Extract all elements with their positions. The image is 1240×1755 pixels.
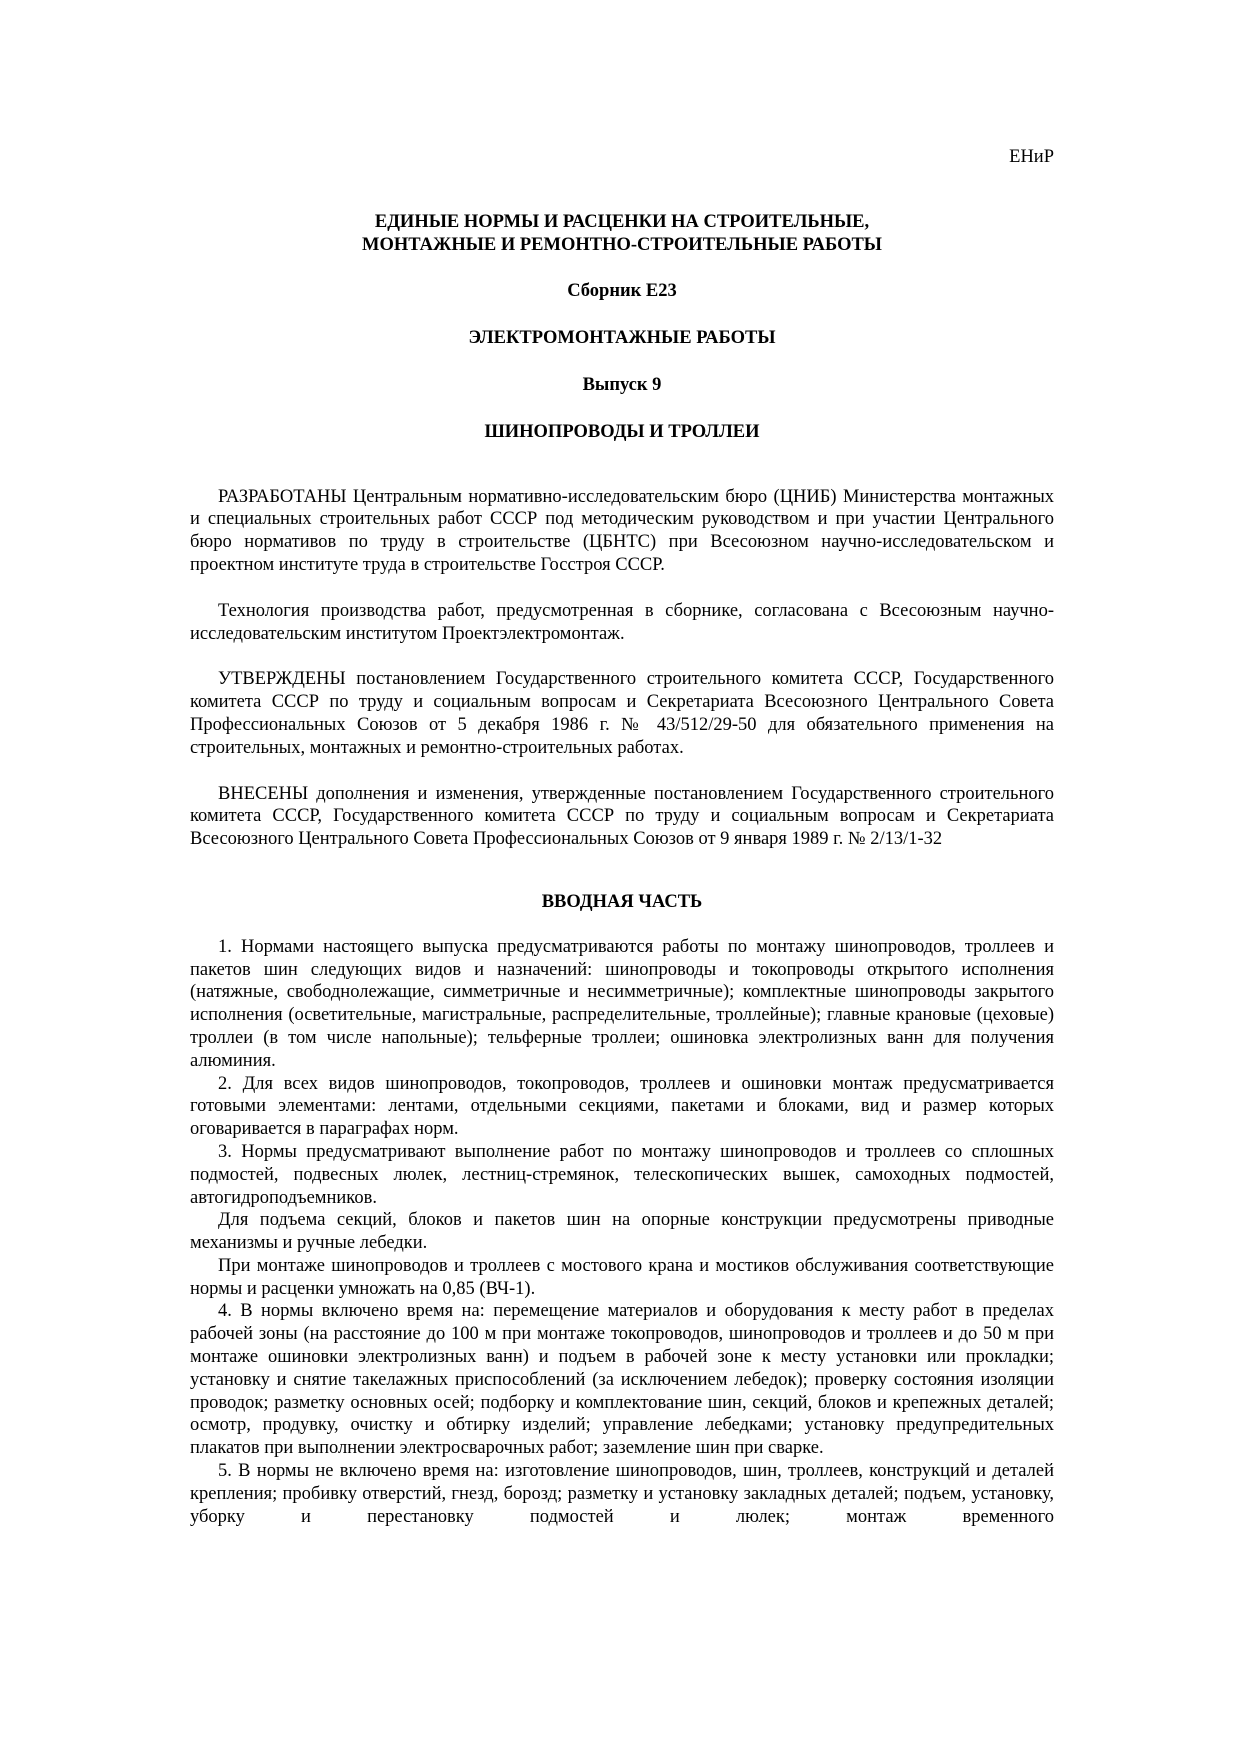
section-paragraph: 2. Для всех видов шинопроводов, токопроводов, троллеев и ошиновки монтаж предусматривается готовыми элементами: лентами, отдельными секциями, пакетами и блоками, вид и размер которых оговаривается в параграфах норм.: [190, 1073, 1054, 1140]
section-paragraph: 1. Нормами настоящего выпуска предусматриваются работы по монтажу шинопроводов, троллеев и пакетов шин следующих видов и назначений: шинопроводы и токопроводы открытого исполнения (натяжные, свободнолежащие, симметричные и несимметричные); комплектные шинопроводы закрытого исполнения (осветительные, магистральные, распределительные, троллейные); главные крановые (цеховые) троллеи (в том числе напольные); тельферные троллеи; ошиновка электролизных ванн для получения алюминия.: [190, 936, 1054, 1071]
amendments-paragraph: ВНЕСЕНЫ дополнения и изменения, утвержденные постановлением Государственного строительного комитета СССР, Государственного комитета СССР по труду и социальным вопросам и Секретариата Всесоюзного Центрального Совета Профессиональных Союзов от 9 января 1989 г. № 2/13/1-32: [190, 783, 1054, 850]
section-paragraph: 3. Нормы предусматривают выполнение работ по монтажу шинопроводов и троллеев со сплошных подмостей, подвесных люлек, лестниц-стремянок, телескопических вышек, самоходных подмостей, автогидроподъемников.: [190, 1141, 1054, 1208]
issue-title: ШИНОПРОВОДЫ И ТРОЛЛЕИ: [484, 421, 760, 442]
section-body: [190, 936, 1054, 1529]
issue-number: Выпуск 9: [582, 374, 662, 395]
main-title-line-1: ЕДИНЫЕ НОРМЫ И РАСЦЕНКИ НА СТРОИТЕЛЬНЫЕ,: [374, 211, 870, 232]
technology-paragraph: Технология производства работ, предусмотренная в сборнике, согласована с Всесоюзным научно-исследовательским институтом Проектэлектромонтаж.: [190, 600, 1054, 644]
main-title-line-2: МОНТАЖНЫЕ И РЕМОНТНО-СТРОИТЕЛЬНЫЕ РАБОТЫ: [362, 234, 882, 255]
front-matter: [190, 486, 1054, 851]
developed-by-paragraph: РАЗРАБОТАНЫ Центральным нормативно-исследовательским бюро (ЦНИБ) Министерства монтажных и специальных строительных работ СССР под методическим руководством и при участии Центрального бюро нормативов по труду в строительстве (ЦБНТС) при Всесоюзном научно-исследовательском и проектном институте труда в строительстве Госстроя СССР.: [190, 486, 1054, 575]
document-code: ЕНиР: [1009, 147, 1054, 167]
approved-paragraph: УТВЕРЖДЕНЫ постановлением Государственного строительного комитета СССР, Государственного комитета СССР по труду и социальным вопросам и Секретариата Всесоюзного Центрального Совета Профессиональных Союзов от 5 декабря 1986 г. № 43/512/29-50 для обязательного применения на строительных, монтажных и ремонтно-строительных работах.: [190, 669, 1054, 758]
collection-title: Сборник Е23: [567, 281, 677, 302]
section-title: ВВОДНАЯ ЧАСТЬ: [541, 891, 703, 912]
section-paragraph: 5. В нормы не включено время на: изготовление шинопроводов, шин, троллеев, конструкций и деталей крепления; пробивку отверстий, гнезд, борозд; разметку и установку закладных деталей; подъем, установку, уборку и перестановку подмостей и люлек; монтаж временного: [190, 1461, 1054, 1527]
title-block: [190, 211, 1054, 444]
section-paragraph: При монтаже шинопроводов и троллеев с мостового крана и мостиков обслуживания соответствующие нормы и расценки умножать на 0,85 (ВЧ-1).: [190, 1255, 1054, 1299]
section-paragraph: 4. В нормы включено время на: перемещение материалов и оборудования к месту работ в пределах рабочей зоны (на расстояние до 100 м при монтаже токопроводов, шинопроводов и троллеев и до 50 м при монтаже ошиновки электролизных ванн) и подъем в рабочей зоне к месту установки или прокладки; установку и снятие такелажных приспособлений (за исключением лебедок); проверку состояния изоляции проводок; разметку основных осей; подборку и комплектование шин, секций, блоков и крепежных деталей; осмотр, продувку, очистку и обтирку изделий; управление лебедками; установку предупредительных плакатов при выполнении электросварочных работ; заземление шин при сварке.: [190, 1301, 1054, 1459]
subject-title: ЭЛЕКТРОМОНТАЖНЫЕ РАБОТЫ: [468, 328, 776, 349]
section-paragraph: Для подъема секций, блоков и пакетов шин на опорные конструкции предусмотрены приводные механизмы и ручные лебедки.: [190, 1210, 1054, 1254]
